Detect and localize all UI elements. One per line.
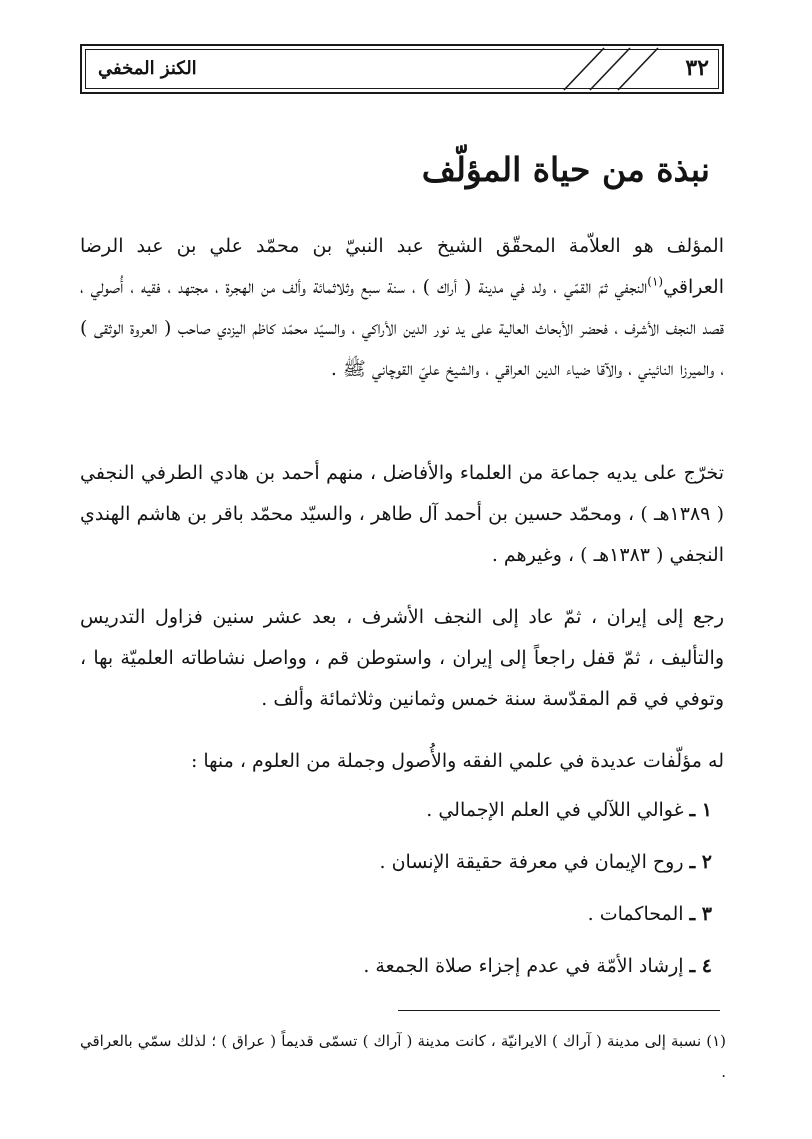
list-text: روح الإيمان في معرفة حقيقة الإنسان . <box>379 851 684 873</box>
list-text: إرشاد الأمّة في عدم إجزاء صلاة الجمعة . <box>363 955 684 977</box>
paragraph-text: المؤلف هو العلاّمة المحقّق الشيخ عبد النبيّ بن محمّد علي بن عبد الرضا العراقي <box>80 235 724 298</box>
section-heading: نبذة من حياة المؤلّف <box>421 150 710 189</box>
footnote-divider <box>398 1010 720 1011</box>
book-title: الكنز المخفي <box>98 58 197 79</box>
header-decoration <box>560 46 670 92</box>
list-item <box>588 894 712 935</box>
footnote-marker: (١) <box>647 274 664 289</box>
paragraph-text: النجفي ثمّ القمّي ، ولد في مدينة ( أراك ) ، سنة سبع وثلاثمائة وألف من الهجرة ، مجتهد ، فقيه ، أُصولي ، قصد النجف الأشرف ، فحضر الأبحاث العالية على يد نور الدين الأراكي ، والسيّد محمّد كاظم اليزدي صاحب ( العروة الوثقى ) ، والميرزا النائيني ، والآقا ضياء الدين العراقي ، والشيخ عليّ القوچاني ﷺ . <box>80 276 724 380</box>
list-number: ٣ ـ <box>689 903 712 925</box>
page-number: ٣٢ <box>685 55 709 81</box>
list-text: غوالي اللآلي في العلم الإجمالي . <box>426 799 684 821</box>
list-item <box>380 842 712 883</box>
list-item <box>363 946 712 987</box>
list-number: ١ ـ <box>689 799 712 821</box>
paragraph-biography <box>80 226 724 390</box>
list-number: ٤ ـ <box>689 955 712 977</box>
list-number: ٢ ـ <box>689 851 712 873</box>
list-text: المحاكمات . <box>587 903 684 925</box>
footnote: (١) نسبة إلى مدينة ( آراك ) الايرانيّة ، كانت مدينة ( آراك ) تسمّى قديماً ( عراق ) ؛ لذلك سمّي بالعراقي . <box>80 1032 726 1081</box>
paragraph-students: تخرّج على يديه جماعة من العلماء والأفاضل ، منهم أحمد بن هادي الطرفي النجفي ( ١٣٨٩هـ ) ، ومحمّد حسين بن أحمد آل طاهر ، والسيّد محمّد باقر بن هاشم الهندي النجفي ( ١٣٨٣هـ ) ، وغيرهم . <box>80 462 724 566</box>
list-item <box>426 790 712 831</box>
paragraph-career: رجع إلى إيران ، ثمّ عاد إلى النجف الأشرف ، بعد عشر سنين فزاول التدريس والتأليف ، ثمّ قفل راجعاً إلى إيران ، واستوطن قم ، وواصل نشاطاته العلميّة بها ، وتوفي في قم المقدّسة سنة خمس وثمانين وثلاثمائة وألف . <box>80 606 724 710</box>
paragraph-works-intro: له مؤلّفات عديدة في علمي الفقه والأُصول وجملة من العلوم ، منها : <box>190 750 724 772</box>
